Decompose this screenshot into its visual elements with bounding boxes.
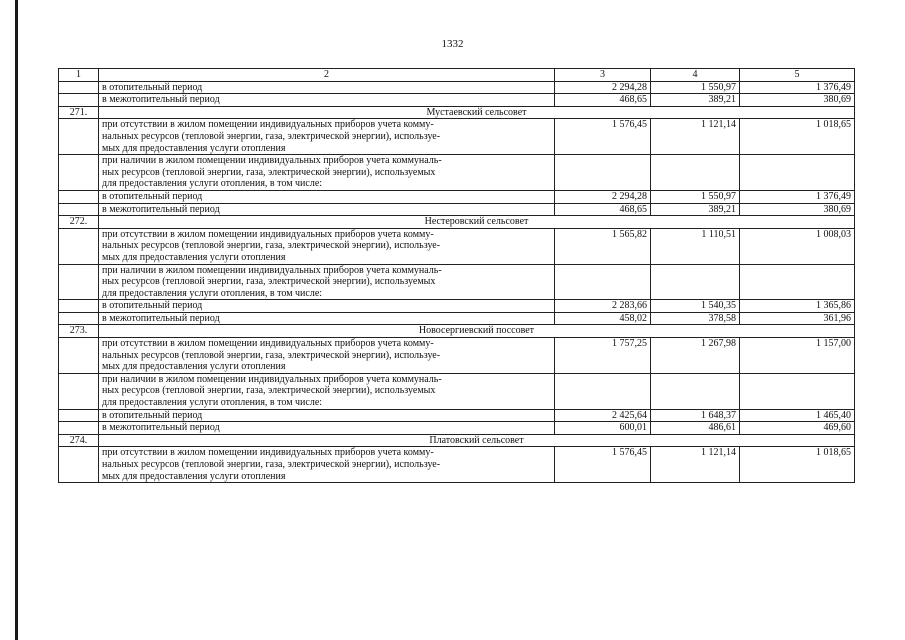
row-label: в межотопительный период [99,422,555,435]
header-col-1: 1 [59,69,99,82]
row-description [99,155,555,191]
row-number-cell [59,228,99,264]
value-col-4: 1 267,98 [651,338,740,374]
value-col-5: 380,69 [740,94,855,107]
section-header-row [59,325,855,338]
row-number-cell [59,409,99,422]
non-heating-period-row [59,312,855,325]
row-number-cell [59,338,99,374]
header-col-2: 2 [99,69,555,82]
value-col-4: 1 110,51 [651,228,740,264]
description-line: ных ресурсов (тепловой энергии, газа, электрической энергии), используемых [102,276,436,288]
row-description [99,264,555,300]
value-col-4: 378,58 [651,312,740,325]
with-meters-row [59,155,855,191]
value-col-5: 1 465,40 [740,409,855,422]
row-number-cell [59,422,99,435]
without-meters-row [59,338,855,374]
description-line: ных ресурсов (тепловой энергии, газа, электрической энергии), используемых [102,385,436,397]
value-col-3: 1 565,82 [555,228,651,264]
row-number-cell [59,155,99,191]
value-col-5 [740,373,855,409]
value-col-4: 1 121,14 [651,119,740,155]
section-number: 271. [59,106,99,119]
value-col-4: 1 121,14 [651,447,740,483]
row-number-cell [59,119,99,155]
without-meters-row [59,119,855,155]
value-col-4: 486,61 [651,422,740,435]
header-row [59,69,855,82]
value-col-5: 469,60 [740,422,855,435]
value-col-4: 1 550,97 [651,190,740,203]
row-label: в межотопительный период [99,94,555,107]
with-meters-row [59,373,855,409]
row-description [99,447,555,483]
row-label: в отопительный период [99,300,555,313]
with-meters-row [59,264,855,300]
value-col-5: 1 008,03 [740,228,855,264]
heating-period-row [59,409,855,422]
value-col-4: 1 550,97 [651,81,740,94]
row-label: в межотопительный период [99,312,555,325]
value-col-5: 1 157,00 [740,338,855,374]
description-line: нальных ресурсов (тепловой энергии, газа, электрической энергии), используе- [102,459,441,470]
description-line: для предоставления услуги отопления, в том числе: [102,397,323,409]
value-col-3: 2 294,28 [555,190,651,203]
value-col-3: 468,65 [555,94,651,107]
value-col-5: 1 018,65 [740,447,855,483]
description-line: при наличии в жилом помещении индивидуальных приборов учета коммуналь- [102,264,442,276]
row-description [99,228,555,264]
description-line: при отсутствии в жилом помещении индивидуальных приборов учета комму- [102,338,434,350]
row-label: в межотопительный период [99,203,555,216]
row-description [99,373,555,409]
value-col-3 [555,373,651,409]
row-number-cell [59,81,99,94]
value-col-3: 1 576,45 [555,447,651,483]
description-line: при отсутствии в жилом помещении индивидуальных приборов учета комму- [102,228,434,240]
description-line: нальных ресурсов (тепловой энергии, газа, электрической энергии), используе- [102,130,441,142]
row-description [99,119,555,155]
value-col-4: 1 648,37 [651,409,740,422]
section-header-row [59,434,855,447]
description-line: для предоставления услуги отопления, в том числе: [102,287,323,299]
value-row [59,94,855,107]
value-col-3: 468,65 [555,203,651,216]
scan-edge-line [15,0,18,640]
description-line: ных ресурсов (тепловой энергии, газа, электрической энергии), используемых [102,166,436,178]
value-col-3: 2 425,64 [555,409,651,422]
section-name: Нестеровский сельсовет [99,216,855,229]
row-description [99,338,555,374]
header-col-5: 5 [740,69,855,82]
description-line: при отсутствии в жилом помещении индивидуальных приборов учета комму- [102,447,434,459]
page-number: 1332 [441,38,464,50]
value-col-4 [651,373,740,409]
description-line: при наличии в жилом помещении индивидуальных приборов учета коммуналь- [102,155,442,167]
value-col-3: 2 294,28 [555,81,651,94]
tariff-table-body [59,69,855,483]
value-col-4 [651,264,740,300]
section-number: 274. [59,434,99,447]
value-col-3 [555,155,651,191]
section-number: 273. [59,325,99,338]
description-line: мых для предоставления услуги отопления [102,361,286,373]
row-number-cell [59,94,99,107]
value-col-4: 389,21 [651,94,740,107]
non-heating-period-row [59,422,855,435]
without-meters-row [59,228,855,264]
row-number-cell [59,203,99,216]
row-label: в отопительный период [99,190,555,203]
value-col-5: 1 376,49 [740,190,855,203]
row-number-cell [59,190,99,203]
description-line: при отсутствии в жилом помещении индивидуальных приборов учета комму- [102,119,434,131]
row-number-cell [59,300,99,313]
tariff-table [58,68,855,483]
value-col-5: 361,96 [740,312,855,325]
header-col-3: 3 [555,69,651,82]
value-col-3: 2 283,66 [555,300,651,313]
row-label: в отопительный период [99,409,555,422]
value-col-4: 1 540,35 [651,300,740,313]
value-col-3 [555,264,651,300]
section-header-row [59,106,855,119]
value-col-5: 1 365,86 [740,300,855,313]
row-label: в отопительный период [99,81,555,94]
row-number-cell [59,447,99,483]
section-header-row [59,216,855,229]
value-col-5: 380,69 [740,203,855,216]
heating-period-row [59,190,855,203]
section-number: 272. [59,216,99,229]
description-line: мых для предоставления услуги отопления [102,251,286,263]
description-line: нальных ресурсов (тепловой энергии, газа, электрической энергии), используе- [102,240,441,252]
value-row [59,81,855,94]
section-name: Новосергиевский поссовет [99,325,855,338]
description-line: для предоставления услуги отопления, в том числе: [102,178,323,190]
value-col-3: 600,01 [555,422,651,435]
value-col-4: 389,21 [651,203,740,216]
value-col-4 [651,155,740,191]
value-col-5 [740,264,855,300]
section-name: Мустаевский сельсовет [99,106,855,119]
row-number-cell [59,373,99,409]
non-heating-period-row [59,203,855,216]
value-col-3: 458,02 [555,312,651,325]
description-line: мых для предоставления услуги отопления [102,470,286,482]
value-col-5: 1 376,49 [740,81,855,94]
description-line: при наличии в жилом помещении индивидуальных приборов учета коммуналь- [102,373,442,385]
row-number-cell [59,312,99,325]
heating-period-row [59,300,855,313]
value-col-5 [740,155,855,191]
value-col-3: 1 576,45 [555,119,651,155]
without-meters-row [59,447,855,483]
value-col-5: 1 018,65 [740,119,855,155]
description-line: мых для предоставления услуги отопления [102,142,286,154]
section-name: Платовский сельсовет [99,434,855,447]
header-col-4: 4 [651,69,740,82]
value-col-3: 1 757,25 [555,338,651,374]
row-number-cell [59,264,99,300]
description-line: нальных ресурсов (тепловой энергии, газа, электрической энергии), используе- [102,349,441,361]
